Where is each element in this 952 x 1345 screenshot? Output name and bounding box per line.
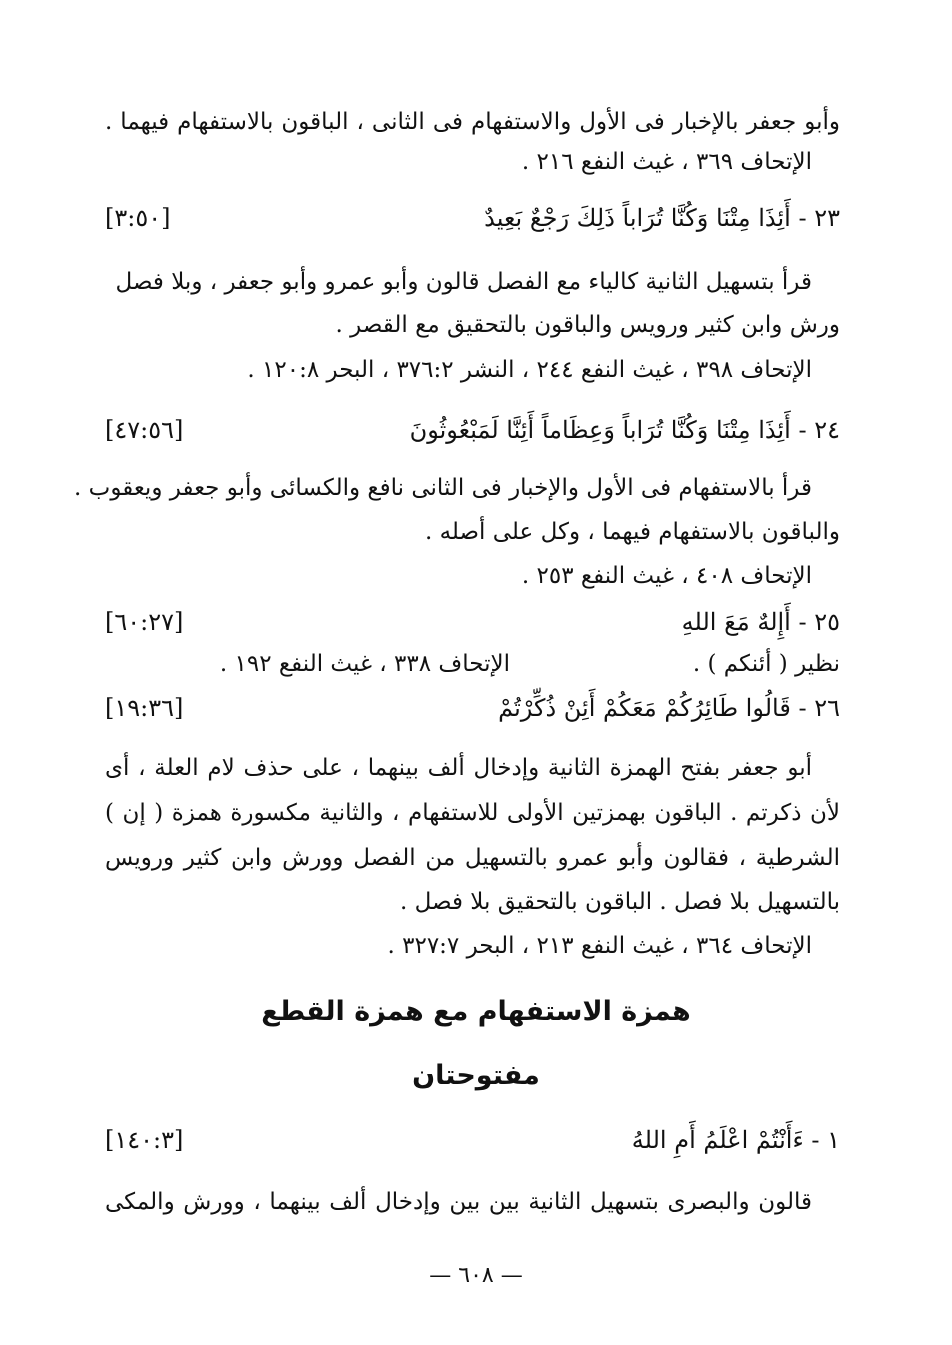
verse-reference: [٤٧:٥٦] <box>105 416 184 444</box>
verse-reference: [١٩:٣٦] <box>105 694 184 722</box>
text-line: وأبو جعفر بالإخبار فى الأول والاستفهام فى الثانى ، الباقون بالاستفهام فيهما . <box>105 109 840 135</box>
text-line: أبو جعفر بفتح الهمزة الثانية وإدخال ألف بينهما ، على حذف لام العلة ، أى <box>105 755 812 781</box>
verse-text: ٢٥ - أَإِلهٌ مَعَ اللهِ <box>681 608 840 636</box>
verse-text: ٢٣ - أَئِذَا مِتْنَا وَكُنَّا تُرَاباً ذَلِكَ رَجْعٌ بَعِيدٌ <box>484 204 840 232</box>
text-line: بالتسهيل بلا فصل . الباقون بالتحقيق بلا فصل . <box>400 889 840 915</box>
verse-reference: [٣:٥٠] <box>105 204 171 232</box>
text-line: والباقون بالاستفهام فيهما ، وكل على أصله . <box>424 519 840 545</box>
verse-line <box>105 688 840 728</box>
reference-line: الإتحاف ٣٦٤ ، غيث النفع ٢١٣ ، البحر ٣٢٧:٧ . <box>387 933 812 959</box>
reference-line: الإتحاف ٤٠٨ ، غيث النفع ٢٥٣ . <box>521 563 812 589</box>
verse-text: ٢٦ - قَالُوا طَائِرُكُمْ مَعَكُمْ أَئِنْ ذُكِّرْتُمْ <box>498 694 840 722</box>
text-line: قرأ بالاستفهام فى الأول والإخبار فى الثانى نافع والكسائى وأبو جعفر ويعقوب . <box>74 475 812 501</box>
text-line: الشرطية ، فقالون وأبو عمرو بالتسهيل من الفصل وورش وابن كثير ورويس <box>105 845 840 871</box>
verse-line <box>105 602 840 642</box>
nazir-text: نظير ( أئنكم ) . <box>692 651 840 677</box>
page-number: — ٦٠٨ — <box>429 1263 523 1288</box>
reference-line: الإتحاف ٣٩٨ ، غيث النفع ٢٤٤ ، النشر ٣٧٦:٢ ، البحر ١٢٠:٨ . <box>247 357 812 383</box>
text-line: ورش وابن كثير ورويس والباقون بالتحقيق مع القصر . <box>335 312 840 338</box>
verse-line <box>105 1120 840 1160</box>
section-subheading: مفتوحتان <box>412 1060 540 1091</box>
reference-line: الإتحاف ٣٦٩ ، غيث النفع ٢١٦ . <box>521 149 812 175</box>
section-heading: همزة الاستفهام مع همزة القطع <box>261 996 691 1027</box>
verse-line <box>105 410 840 450</box>
verse-text: ٢٤ - أَئِذَا مِتْنَا وَكُنَّا تُرَاباً وَعِظَاماً أَئِنَّا لَمَبْعُوثُونَ <box>409 416 840 444</box>
verse-reference: [١٤٠:٣] <box>105 1126 184 1154</box>
nazir-line <box>105 644 840 684</box>
verse-text: ١ - ءَأَنْتُمْ اعْلَمُ أَمِ اللهُ <box>631 1126 840 1154</box>
text-line: قرأ بتسهيل الثانية كالياء مع الفصل قالون وأبو عمرو وأبو جعفر ، وبلا فصل <box>115 269 812 295</box>
verse-line <box>105 198 840 238</box>
text-line: لأن ذكرتم . الباقون بهمزتين الأولى للاستفهام ، والثانية مكسورة همزة ( إن ) <box>105 800 840 826</box>
nazir-reference: الإتحاف ٣٣٨ ، غيث النفع ١٩٢ . <box>219 651 510 677</box>
text-line: قالون والبصرى بتسهيل الثانية بين بين وإدخال ألف بينهما ، وورش والمكى <box>105 1189 812 1215</box>
verse-reference: [٦٠:٢٧] <box>105 608 184 636</box>
